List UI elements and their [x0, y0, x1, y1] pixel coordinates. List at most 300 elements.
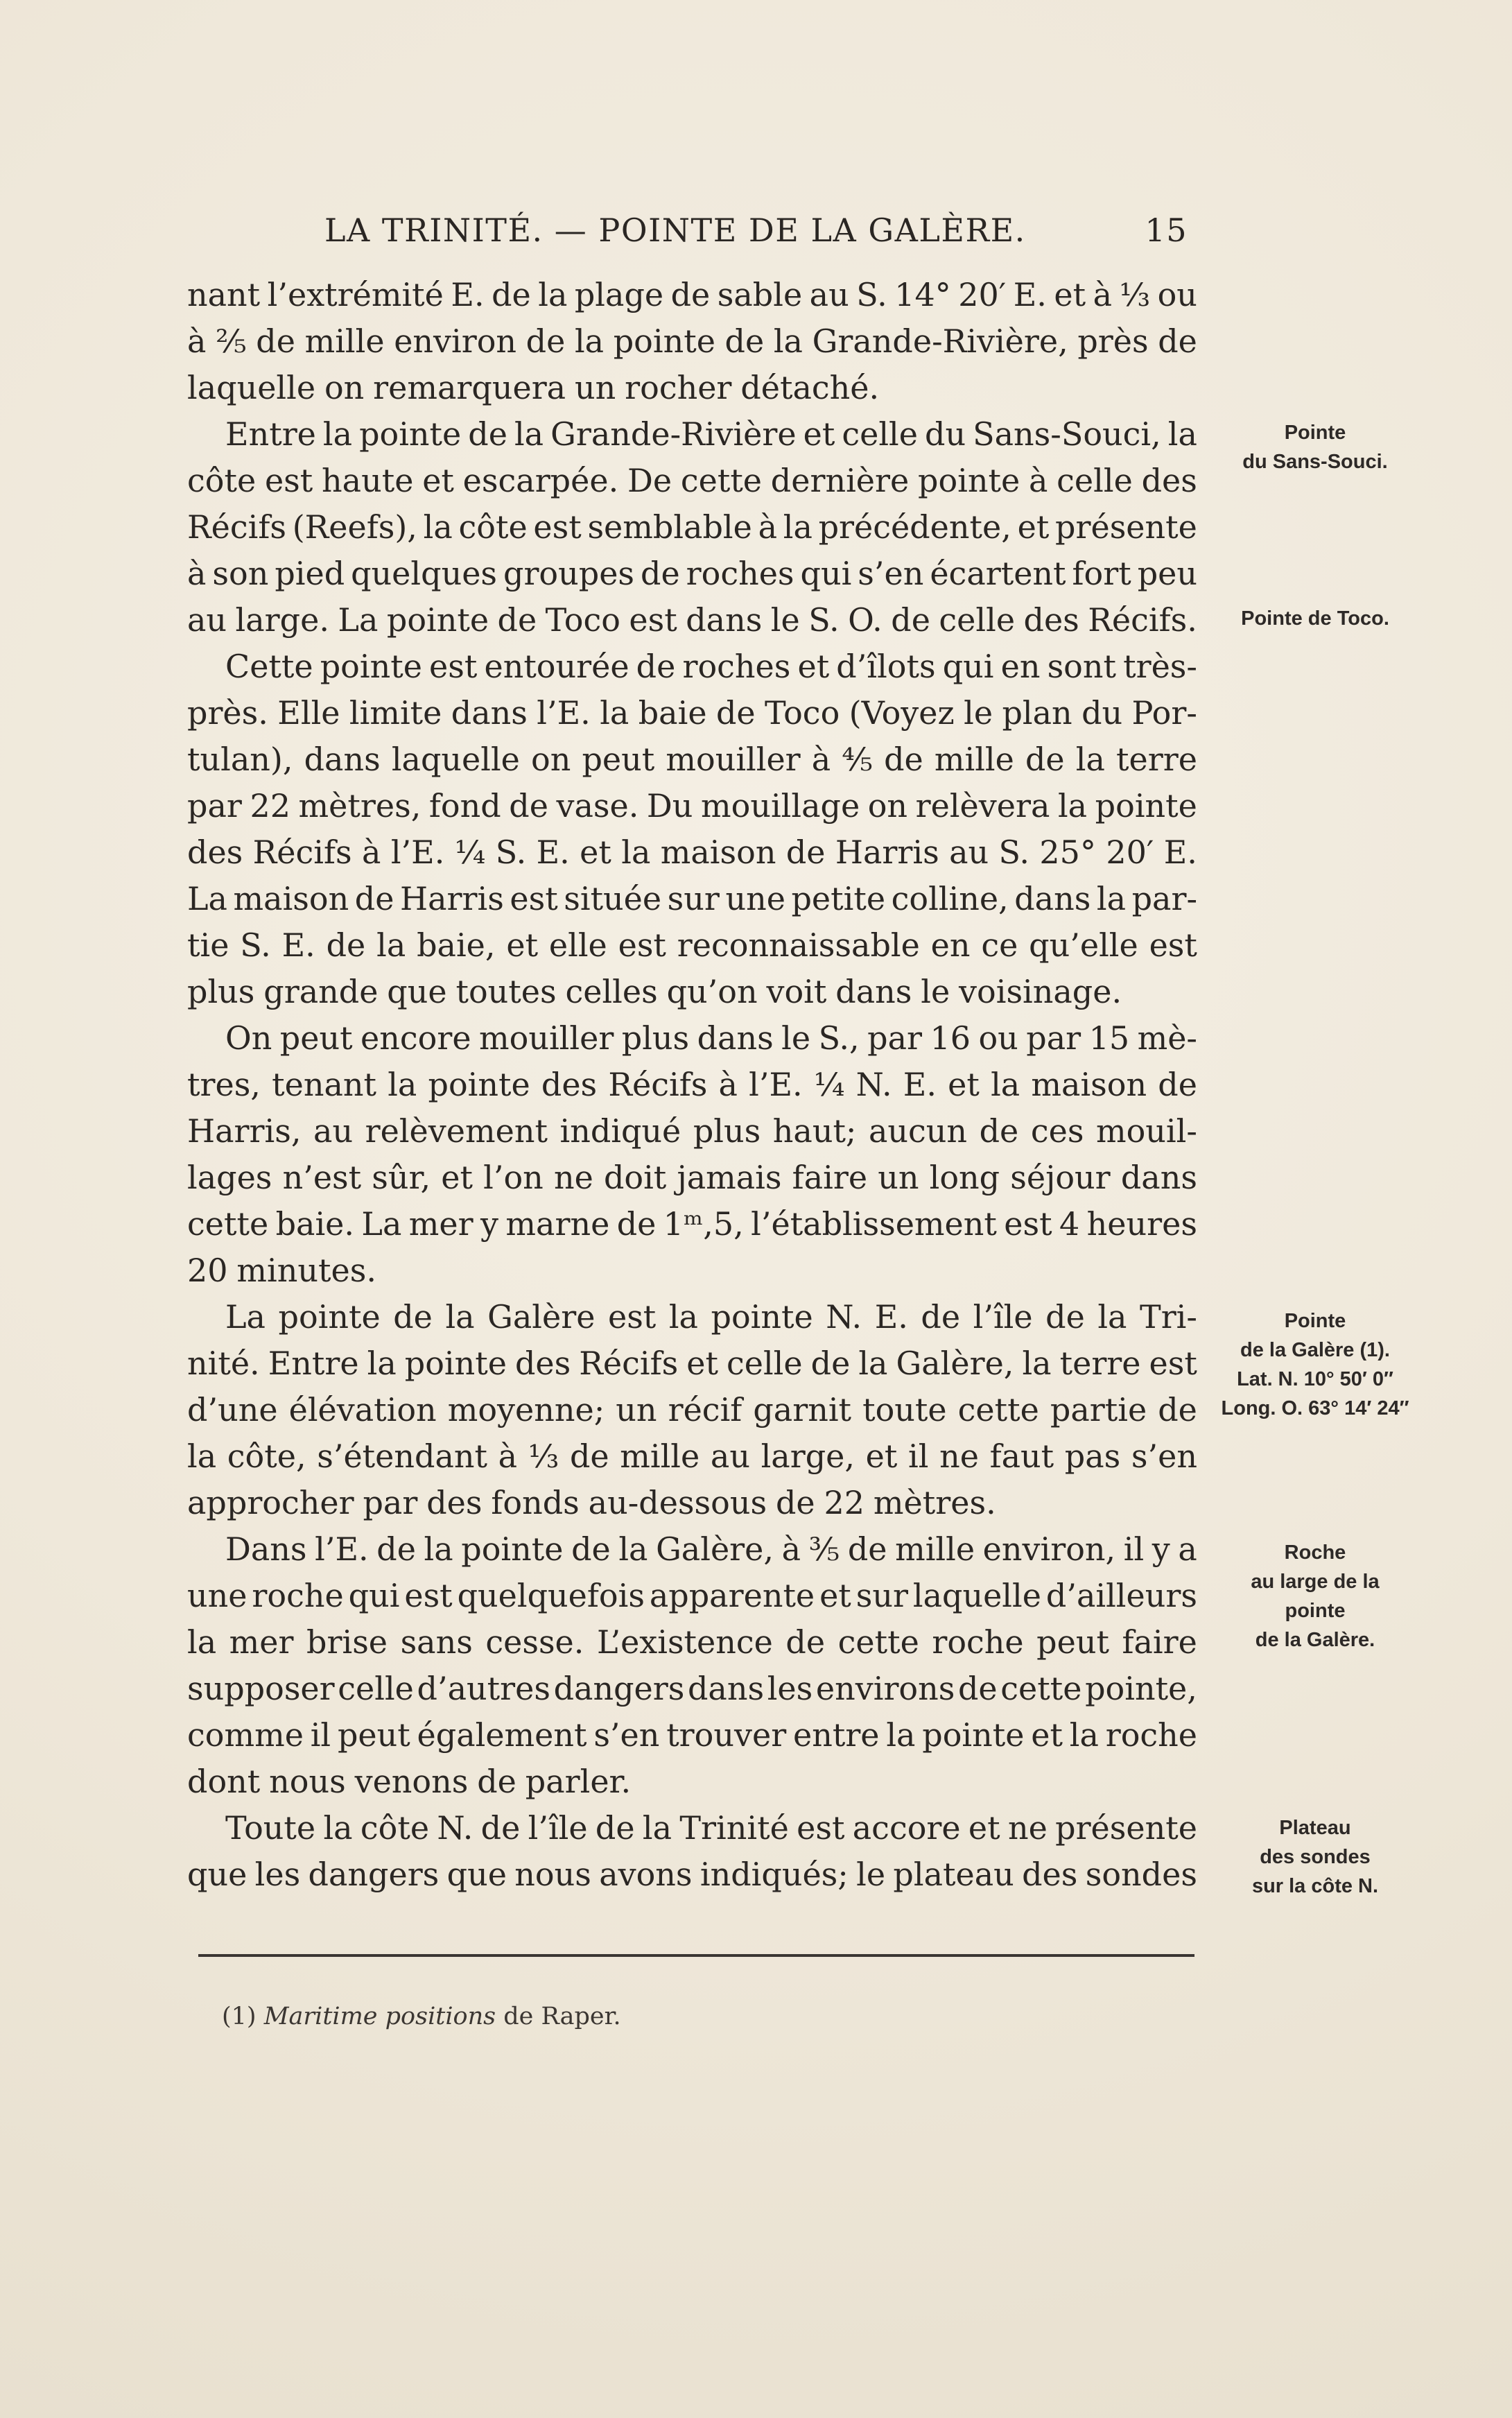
text-word: les [254, 1856, 301, 1893]
text-word: mer [408, 1205, 473, 1243]
text-word: s’en [858, 555, 924, 592]
text-word: par- [1131, 880, 1197, 917]
text-line [187, 1433, 1197, 1480]
text-word: mè- [1137, 1019, 1197, 1057]
text-word: plage [574, 276, 664, 313]
text-word: de [715, 694, 756, 732]
text-word: la [323, 1809, 353, 1847]
text-word: des [1022, 1856, 1078, 1893]
text-word: L’existence [596, 1623, 773, 1661]
text-word: la [538, 276, 568, 313]
text-word: ¼ [454, 834, 486, 871]
text-word: peut [582, 741, 655, 778]
margin-note-line: Roche [1284, 1542, 1346, 1564]
text-line [187, 1294, 1197, 1340]
text-word: nité. [187, 1345, 260, 1382]
text-word: dans [451, 694, 528, 732]
text-word: Tri- [1140, 1298, 1197, 1336]
text-word: une [725, 880, 785, 917]
text-word: S. [808, 601, 840, 639]
text-word: 22 [250, 787, 290, 824]
text-line [187, 876, 1197, 922]
text-word: de [1045, 1298, 1085, 1336]
text-word: plus [187, 973, 255, 1010]
text-word: S. [495, 834, 527, 871]
text-word: roche [1105, 1716, 1197, 1754]
text-word: faire [792, 1159, 868, 1196]
text-line [187, 644, 1197, 690]
text-word: à [187, 555, 207, 592]
text-word: un [878, 1159, 919, 1196]
text-line [187, 1247, 1197, 1294]
text-word: la [574, 322, 605, 360]
text-word: E. [536, 834, 570, 871]
text-word: la [668, 1298, 698, 1336]
text-line [187, 1666, 1197, 1712]
text-word: faire [1122, 1623, 1197, 1661]
text-word: au [313, 1112, 354, 1150]
text-word: aucun [868, 1112, 968, 1150]
text-word: est [1149, 1345, 1197, 1382]
text-word: la [621, 834, 651, 871]
text-word: S. [998, 834, 1030, 871]
text-word: y [480, 1205, 499, 1243]
text-word: est [797, 1809, 845, 1847]
text-word: à [362, 834, 381, 871]
text-word: Elle [277, 694, 340, 732]
text-word: nous [514, 1856, 591, 1893]
text-word: précédente, [818, 508, 1011, 546]
text-word: encore [360, 1019, 471, 1057]
text-word: pointe [922, 1716, 1025, 1754]
text-word: également [417, 1716, 587, 1754]
text-word: N. [437, 1809, 473, 1847]
text-word: apparente [649, 1577, 815, 1614]
margin-note-line: de la Galère (1). [1240, 1339, 1390, 1361]
text-word: la [445, 1298, 475, 1336]
text-word: pas [1064, 1437, 1121, 1475]
text-word: on [867, 787, 908, 824]
text-word: de [636, 648, 676, 685]
text-word: pointe [1095, 787, 1197, 824]
text-word: Harris, [187, 1112, 302, 1150]
text-word: Toute [225, 1809, 316, 1847]
text-word: mouiller [479, 1019, 614, 1057]
text-word: récif [668, 1391, 742, 1428]
text-word: Toco [545, 601, 620, 639]
text-word: de [775, 1484, 815, 1521]
text-word: laquelle [187, 369, 316, 406]
text-line [187, 1805, 1197, 1851]
text-line [187, 1155, 1197, 1201]
text-word: dernière [770, 462, 910, 499]
text-word: indiqués; [699, 1856, 849, 1893]
text-word: cette [1000, 1670, 1082, 1707]
text-word: toutes [455, 973, 557, 1010]
text-word: présente [1055, 1809, 1197, 1847]
text-word: des [541, 1066, 598, 1103]
text-word: à [498, 1437, 518, 1475]
running-title: LA TRINITÉ. — POINTE DE LA GALÈRE. [324, 211, 1026, 249]
text-line [187, 1619, 1197, 1666]
text-word: des [514, 1345, 571, 1382]
text-word: en [930, 926, 971, 964]
text-word: la [1022, 1345, 1052, 1382]
text-word: de [921, 1298, 961, 1336]
text-word: au [187, 601, 227, 639]
page-number: 15 [1145, 211, 1188, 249]
text-word: la [388, 1066, 417, 1103]
text-word: N. [826, 1298, 862, 1336]
text-word: cette [680, 462, 763, 499]
text-word: La [361, 1205, 402, 1243]
text-word: S. [240, 926, 271, 964]
text-word: en [1000, 648, 1041, 685]
text-word: la [600, 694, 629, 732]
text-word: Récifs [252, 834, 352, 871]
text-word: relèvera [915, 787, 1050, 824]
text-word: séjour [1010, 1159, 1111, 1196]
text-word: et [968, 1809, 1000, 1847]
text-line [187, 690, 1197, 736]
text-word: dans [697, 1019, 774, 1057]
text-word: Galère, [656, 1530, 774, 1568]
text-word: du [925, 415, 966, 453]
text-word: l’E. [749, 1066, 803, 1103]
text-word: de [641, 555, 680, 592]
text-word: Galère, [896, 1345, 1014, 1382]
text-word: approcher [187, 1484, 354, 1521]
margin-note-line: de la Galère. [1255, 1629, 1375, 1651]
text-word: lages [187, 1159, 272, 1196]
text-word: accore [852, 1809, 961, 1847]
text-word: présente [1055, 508, 1197, 546]
text-word: relèvement [365, 1112, 548, 1150]
text-word: pointe [359, 415, 462, 453]
text-word: mètres, [298, 787, 422, 824]
text-word: dans [686, 601, 763, 639]
text-word: son [212, 555, 269, 592]
text-word: l’E. [537, 694, 591, 732]
text-word: et [865, 1437, 898, 1475]
text-word: la [1097, 1298, 1127, 1336]
text-word: cesse. [485, 1623, 584, 1661]
text-word: est [264, 462, 313, 499]
text-word: terre [1116, 741, 1197, 778]
text-word: la [187, 1437, 217, 1475]
text-word: de [354, 880, 394, 917]
text-word: laquelle [391, 741, 520, 778]
text-word: On [225, 1019, 272, 1057]
text-word: et [803, 415, 835, 453]
text-word: de [376, 1530, 416, 1568]
text-word: S., [818, 1019, 860, 1057]
text-word: faut [989, 1437, 1054, 1475]
text-word: s’étendant [317, 1437, 487, 1475]
text-word: de [256, 322, 295, 360]
text-line [187, 1480, 1197, 1526]
text-word: ⅖ [216, 322, 247, 360]
text-word: de [847, 1530, 887, 1568]
text-word: entourée [484, 648, 629, 685]
text-word: que [387, 973, 447, 1010]
text-word: cette [187, 1205, 269, 1243]
text-word: E. [451, 276, 485, 313]
text-word: la [991, 1066, 1020, 1103]
margin-note-line: des sondes [1260, 1846, 1371, 1868]
text-word: pointe [320, 648, 422, 685]
text-word: la [886, 1716, 916, 1754]
text-word: qu’on [666, 973, 758, 1010]
text-word: à [187, 322, 207, 360]
text-word: petite [791, 880, 886, 917]
text-word: pointe [918, 462, 1020, 499]
text-word: heures [1086, 1205, 1197, 1243]
text-word: Trinité [679, 1809, 789, 1847]
text-word: de [884, 741, 923, 778]
text-word: dangers [308, 1856, 440, 1893]
text-word: dont [187, 1763, 261, 1800]
text-word: de [616, 1205, 657, 1243]
text-word: de [957, 1670, 998, 1707]
text-word: de [1158, 1391, 1197, 1428]
text-word: Por- [1131, 694, 1197, 732]
text-word: le [856, 1856, 886, 1893]
text-word: qui [800, 555, 852, 592]
text-word: plan [1002, 694, 1072, 732]
text-word: celle [842, 415, 918, 453]
text-word: cette [837, 1623, 919, 1661]
text-line [187, 504, 1197, 551]
text-word: d’îlots [836, 648, 936, 685]
text-word: mouillage [701, 787, 860, 824]
text-word: pointe [613, 322, 715, 360]
text-word: dangers [553, 1670, 685, 1707]
text-word: au [710, 1437, 750, 1475]
text-word: est [533, 508, 582, 546]
text-word: E. [903, 1066, 937, 1103]
text-word: baie [638, 694, 707, 732]
margin-note-line: Plateau [1279, 1817, 1351, 1839]
text-word: par [187, 787, 242, 824]
text-word: sur [855, 1577, 908, 1614]
text-word: pied [275, 555, 345, 592]
footnote-rest: de Raper. [503, 2003, 621, 2030]
text-word: côte, [227, 1437, 306, 1475]
text-word: on [531, 741, 571, 778]
text-word: s’en [1131, 1437, 1197, 1475]
text-word: l’île [973, 1298, 1033, 1336]
text-word: la [858, 1345, 888, 1382]
text-line [187, 736, 1197, 783]
text-line [187, 1015, 1197, 1062]
text-word: près [1077, 322, 1149, 360]
text-word: la [322, 415, 353, 453]
text-word: on [324, 369, 365, 406]
text-word: roche [932, 1623, 1024, 1661]
text-line [187, 272, 1197, 318]
text-word: environ [394, 322, 517, 360]
text-word: l’extrémité [267, 276, 444, 313]
text-word: celles [565, 973, 658, 1010]
text-word: pointe [404, 1345, 507, 1382]
text-word: pointe [278, 1298, 381, 1336]
footnote-rule [198, 1954, 1194, 1957]
text-word: au-dessous [588, 1484, 767, 1521]
text-word: ce [981, 926, 1018, 964]
text-word: de [891, 601, 930, 639]
margin-note-line: Pointe [1284, 1310, 1346, 1332]
text-line [187, 318, 1197, 365]
text-word: pointe [386, 601, 489, 639]
text-word: quelquefois [457, 1577, 645, 1614]
text-word: que [446, 1856, 507, 1893]
text-word: il [310, 1716, 331, 1754]
text-word: de [670, 276, 711, 313]
text-word: qui [942, 648, 994, 685]
text-word: celle [726, 1345, 803, 1382]
footnote [222, 2000, 1054, 2033]
text-word: marne [505, 1205, 610, 1243]
text-word: près. [187, 694, 268, 732]
text-word: la [423, 508, 453, 546]
text-word: d’ailleurs [1045, 1577, 1197, 1614]
text-word: de [810, 1345, 851, 1382]
text-word: ou [978, 1019, 1018, 1057]
text-word: semblable [587, 508, 752, 546]
text-word: de [509, 787, 548, 824]
text-word: des [1141, 462, 1197, 499]
text-word: mouil- [1095, 1112, 1197, 1150]
text-word: colline, [891, 880, 1009, 917]
text-word: 4 [1059, 1205, 1080, 1243]
text-word: garnit [753, 1391, 852, 1428]
text-word: que [187, 1856, 247, 1893]
text-word: à [811, 741, 831, 778]
text-word: mouiller [666, 741, 801, 778]
text-word: supposer [187, 1670, 335, 1707]
text-word: (Voyez [849, 694, 955, 732]
text-word: par [363, 1484, 418, 1521]
footnote-italic-title: Maritime positions [263, 2003, 496, 2030]
text-line [187, 1759, 1197, 1805]
text-word: la [1075, 741, 1105, 778]
text-word: grande [263, 973, 379, 1010]
margin-note-pointe-de-toco [1215, 604, 1416, 633]
text-word: tenant [272, 1066, 376, 1103]
margin-note-line: sur la côte N. [1251, 1875, 1379, 1897]
text-word: tulan), [187, 741, 293, 778]
text-word: dans [1014, 880, 1091, 917]
text-line [187, 1573, 1197, 1619]
text-line [187, 1108, 1197, 1155]
text-word: mer [229, 1623, 294, 1661]
text-word: par [867, 1019, 923, 1057]
margin-note-line: pointe [1285, 1600, 1346, 1622]
text-word: pointe [711, 1298, 813, 1336]
text-word: est [629, 601, 677, 639]
text-word: dans [687, 1670, 765, 1707]
text-word: fond [428, 787, 501, 824]
text-word: le [921, 973, 950, 1010]
text-word: la [773, 322, 803, 360]
text-word: doit [603, 1159, 667, 1196]
margin-note-plateau-des-sondes [1215, 1813, 1416, 1901]
text-word: Récifs [608, 1066, 708, 1103]
margin-note-line: Pointe de Toco. [1241, 607, 1389, 630]
margin-note-pointe-de-la-galere [1215, 1306, 1416, 1423]
text-word: mille [895, 1530, 975, 1568]
text-word: ⅓ [1119, 276, 1151, 313]
text-word: tie [187, 926, 229, 964]
text-word: avons [599, 1856, 693, 1893]
text-word: mètres. [873, 1484, 996, 1521]
text-word: sable [717, 276, 803, 313]
text-word: groupes [503, 555, 635, 592]
text-word: à [1028, 462, 1048, 499]
text-word: l’E. [315, 1530, 369, 1568]
text-word: côte [458, 508, 528, 546]
text-word: située [564, 880, 662, 917]
text-word: il [908, 1437, 929, 1475]
text-word: dans [1120, 1159, 1197, 1196]
text-word: elle [548, 926, 607, 964]
margin-note-line: Long. O. 63° 14′ 24″ [1221, 1397, 1409, 1419]
text-word: 14° [894, 276, 951, 313]
text-word: n’est [282, 1159, 362, 1196]
text-word: il [1123, 1530, 1145, 1568]
text-word: l’île [528, 1809, 588, 1847]
text-word: ¼ [813, 1066, 845, 1103]
text-word: Toco [765, 694, 840, 732]
text-word: Entre [225, 415, 316, 453]
text-word: ne [1007, 1809, 1048, 1847]
text-word: nous [269, 1763, 346, 1800]
text-word: maison [660, 834, 776, 871]
text-word: par [1026, 1019, 1081, 1057]
text-word: la [376, 926, 406, 964]
text-word: est [618, 926, 666, 964]
margin-note-roche-au-large [1215, 1538, 1416, 1655]
text-word: au [809, 276, 849, 313]
text-word: E. [1163, 834, 1197, 871]
text-word: mille [934, 741, 1014, 778]
text-word: La [338, 601, 379, 639]
text-word: et [819, 1577, 851, 1614]
text-word: environs [815, 1670, 955, 1707]
text-word: de [468, 415, 507, 453]
text-word: de [724, 322, 765, 360]
text-word: plus [621, 1019, 690, 1057]
text-word: ⅗ [808, 1530, 840, 1568]
text-word: haut; [772, 1112, 857, 1150]
text-word: de [979, 1112, 1019, 1150]
text-word: celle [939, 601, 1016, 639]
text-word: et [948, 1066, 980, 1103]
text-word: à [1093, 276, 1113, 313]
text-word: E. [281, 926, 315, 964]
text-word: élévation [288, 1391, 437, 1428]
text-word: la [514, 415, 544, 453]
text-word: Grande-Rivière, [812, 322, 1068, 360]
text-word: Du [646, 787, 693, 824]
text-word: roches [682, 648, 791, 685]
text-word: écartent [930, 555, 1066, 592]
text-word: 1ᵐ,5, [663, 1205, 744, 1243]
text-word: baie, [417, 926, 496, 964]
text-word: de [569, 1437, 609, 1475]
text-word: celle [338, 1670, 414, 1707]
